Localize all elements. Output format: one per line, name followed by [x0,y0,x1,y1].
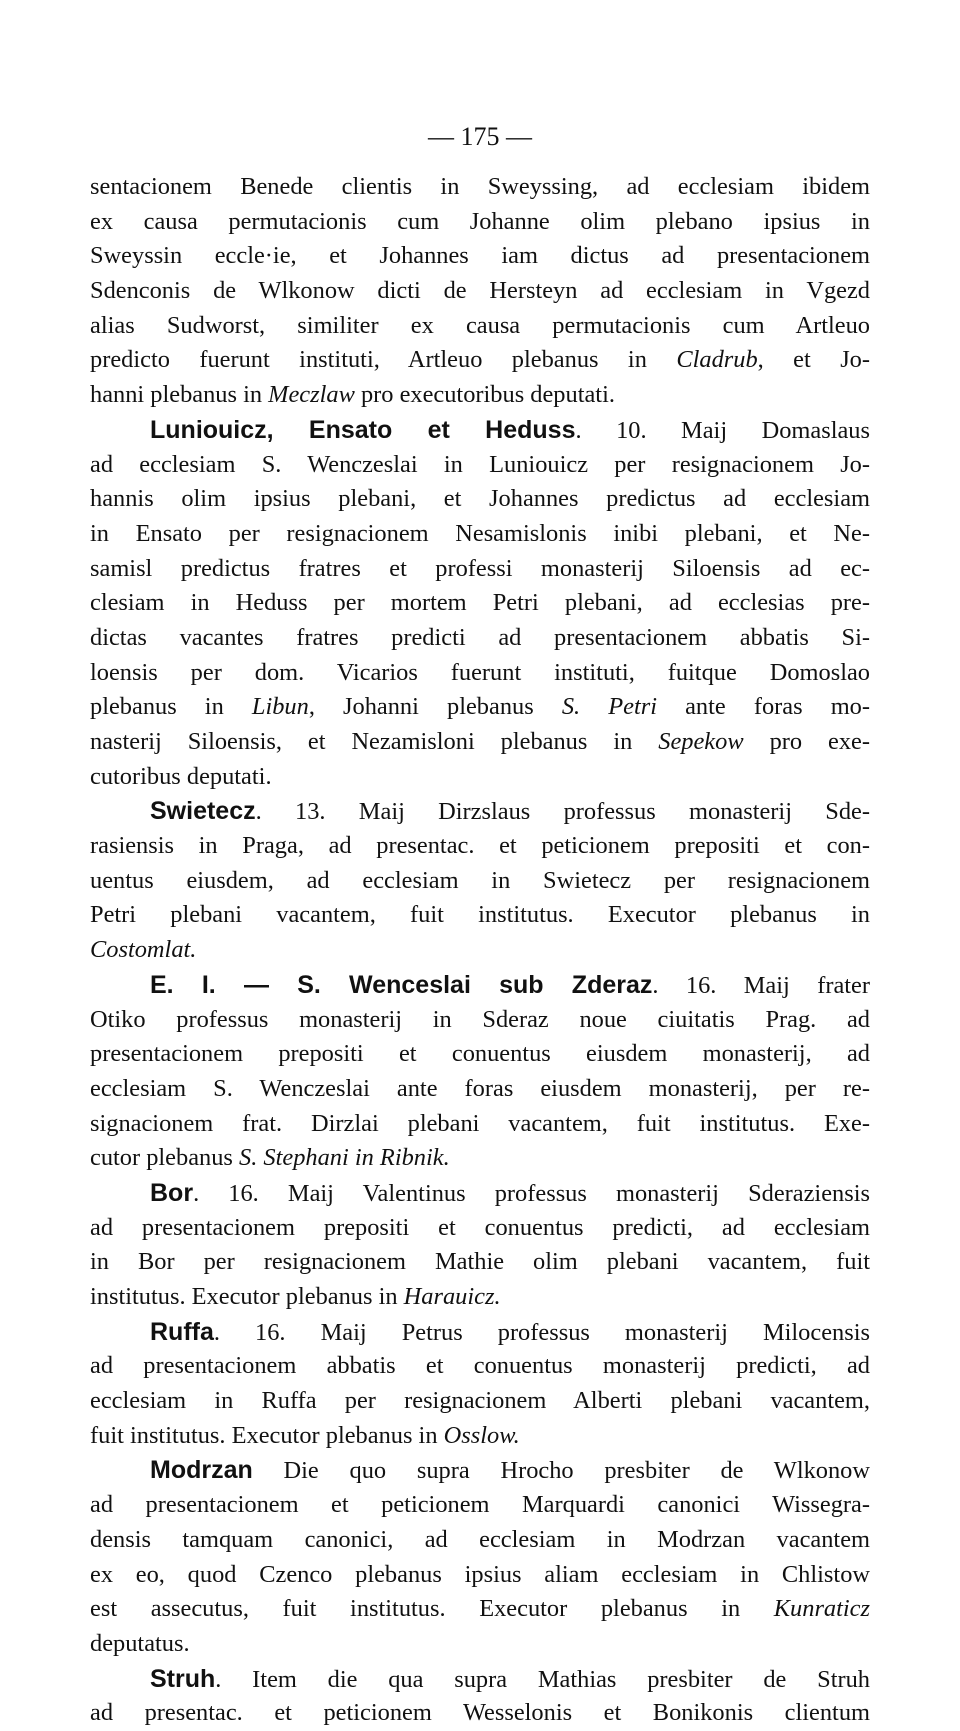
text-segment: hannis olim ipsius plebani, et Johannes predictus ad ecclesiam [90,485,870,513]
text-segment: rasiensis in Praga, ad presentac. et peticionem prepositi et con- [90,832,870,860]
italic-place-name: Libun [251,693,309,721]
text-line [90,205,870,240]
text-segment: uentus eiusdem, ad ecclesiam in Swietecz per resignacionem [90,866,870,894]
text-segment: ecclesiam S. Wenczeslai ante foras eiusdem monasterij, per re- [90,1074,870,1102]
text-segment: fuit institutus. Executor plebanus in [90,1421,444,1449]
text-line [90,170,870,205]
text-line [90,1176,870,1211]
text-line [90,413,870,448]
text-segment: Petri plebani vacantem, fuit institutus. Executor plebanus in [90,901,870,929]
text-segment: pro executoribus deputati. [354,381,615,409]
text-line [90,760,870,795]
text-line [90,1696,870,1731]
text-segment: institutus. Executor plebanus in [90,1283,404,1310]
text-line [90,378,870,413]
italic-place-name: Kunraticz [773,1595,870,1623]
text-line [90,1453,870,1488]
section-heading: Struh [150,1664,216,1693]
text-segment: ecclesiam in Ruffa per resignacionem Alberti plebani vacantem, [90,1387,870,1415]
text-line [90,968,870,1003]
document-page [90,120,870,1731]
text-segment: Otiko professus monasterij in Sderaz noue ciuitatis Prag. ad [90,1005,870,1033]
text-line [90,1037,870,1072]
page-number: — 175 — [428,122,532,151]
text-line [90,1558,870,1593]
text-segment: densis tamquam canonici, ad ecclesiam in Modrzan vacantem [90,1525,870,1553]
text-line [90,656,870,691]
text-segment: , Johanni plebanus [308,693,562,721]
text-segment: signacionem frat. Dirzlai plebani vacantem, fuit institutus. Exe- [90,1109,870,1137]
text-segment: ex eo, quod Czenco plebanus ipsius aliam ecclesiam in Chlistow [90,1560,870,1588]
text-segment: plebanus in [90,693,252,721]
text-line [90,621,870,656]
text-segment: dictas vacantes fratres predicti ad presentacionem abbatis Si- [90,623,870,651]
text-line [90,933,870,968]
text-segment: alias Sudworst, similiter ex causa permutacionis cum Artleuo [90,311,870,339]
section-heading: Bor [150,1178,194,1207]
text-line [90,309,870,344]
text-segment: presentacionem prepositi et conuentus eiusdem monasterij, ad [90,1040,870,1068]
text-segment: . 16. Maij Petrus professus monasterij Milocensis [213,1318,870,1346]
text-segment: Sweyssin eccle·ie, et Johannes iam dictus ad presentacionem [90,242,870,270]
text-segment: . 16. Maij frater [652,971,870,999]
text-segment: Die quo supra Hrocho presbiter de Wlkonow [252,1457,870,1485]
text-line [90,1245,870,1280]
text-segment: . Item die qua supra Mathias presbiter de Struh [215,1665,870,1693]
text-segment: pro exe- [743,728,870,755]
text-segment: samisl predictus fratres et professi monasterij Siloensis ad ec- [90,554,870,582]
text-segment: Sdenconis de Wlkonow dicti de Hersteyn ad ecclesiam in Vgezd [90,277,870,305]
italic-place-name: Cladrub [676,346,758,374]
text-segment: in Ensato per resignacionem Nesamislonis inibi plebani, et Ne- [90,519,870,547]
text-line [90,898,870,933]
text-segment: est assecutus, fuit institutus. Executor plebanus in [90,1595,774,1623]
text-segment: in Bor per resignacionem Mathie olim plebani vacantem, fuit [90,1248,870,1276]
text-line [90,552,870,587]
text-line [90,1488,870,1523]
section-heading: E. I. — S. Wenceslai sub Zderaz [150,970,653,999]
text-line [90,829,870,864]
text-line [90,1419,870,1454]
text-segment: hanni plebanus in [90,381,269,409]
text-segment: ex causa permutacionis cum Johanne olim plebano ipsius in [90,207,870,235]
text-line [90,690,870,725]
text-segment: ad presentacionem et peticionem Marquardi canonici Wissegra- [90,1491,870,1519]
text-segment: ad presentac. et peticionem Wesselonis et Bonikonis clientum [90,1699,870,1727]
text-segment: , et Jo- [757,346,870,374]
text-segment: nasterij Siloensis, et Nezamisloni plebanus in [90,728,659,755]
section-heading: Luniouicz, Ensato et Heduss [150,415,576,444]
text-line [90,1662,870,1697]
text-line [90,1280,870,1315]
body-text [90,170,870,1731]
text-segment: . 13. Maij Dirzslaus professus monasterij Sde- [255,798,870,826]
text-line [90,1592,870,1627]
section-heading: Modrzan [150,1456,253,1485]
italic-place-name: Sepekow [658,728,744,755]
text-segment: ad ecclesiam S. Wenczeslai in Luniouicz per resignacionem Jo- [90,450,870,478]
text-segment: sentacionem Benede clientis in Sweyssing, ad ecclesiam ibidem [90,173,870,200]
text-line [90,517,870,552]
section-heading: Ruffa [150,1317,214,1346]
text-line [90,1523,870,1558]
text-line [90,482,870,517]
italic-place-name: Costomlat. [90,936,197,964]
text-line [90,239,870,274]
text-line [90,1315,870,1350]
text-segment: loensis per dom. Vicarios fuerunt instituti, fuitque Domoslao [90,658,870,686]
italic-place-name: S. Stephani in Ribnik. [239,1144,450,1172]
text-line [90,274,870,309]
text-segment: clesiam in Heduss per mortem Petri plebani, ad ecclesias pre- [90,589,870,617]
text-segment: deputatus. [90,1629,190,1657]
text-line [90,343,870,378]
text-segment: ante foras mo- [657,693,870,721]
text-segment: . 16. Maij Valentinus professus monasterij Sderaziensis [193,1179,870,1207]
text-line [90,586,870,621]
text-line [90,794,870,829]
italic-place-name: Osslow. [443,1421,520,1449]
text-segment: . 10. Maij Domaslaus [575,416,870,444]
text-segment: cutor plebanus [90,1144,240,1172]
text-line [90,448,870,483]
text-line [90,1107,870,1142]
text-line [90,1072,870,1107]
italic-place-name: S. Petri [561,693,657,721]
text-line [90,1141,870,1176]
text-line [90,1211,870,1246]
text-segment: cutoribus deputati. [90,762,272,790]
text-line [90,1003,870,1038]
text-line [90,1384,870,1419]
text-line [90,1627,870,1662]
text-line [90,725,870,760]
text-line [90,1349,870,1384]
section-heading: Swietecz [150,797,256,826]
text-segment: ad presentacionem prepositi et conuentus predicti, ad ecclesiam [90,1213,870,1241]
text-segment: ad presentacionem abbatis et conuentus monasterij predicti, ad [90,1352,870,1380]
italic-place-name: Harauicz. [403,1283,501,1310]
text-line [90,864,870,899]
text-segment: predicto fuerunt instituti, Artleuo plebanus in [90,346,677,374]
italic-place-name: Meczlaw [268,381,355,409]
